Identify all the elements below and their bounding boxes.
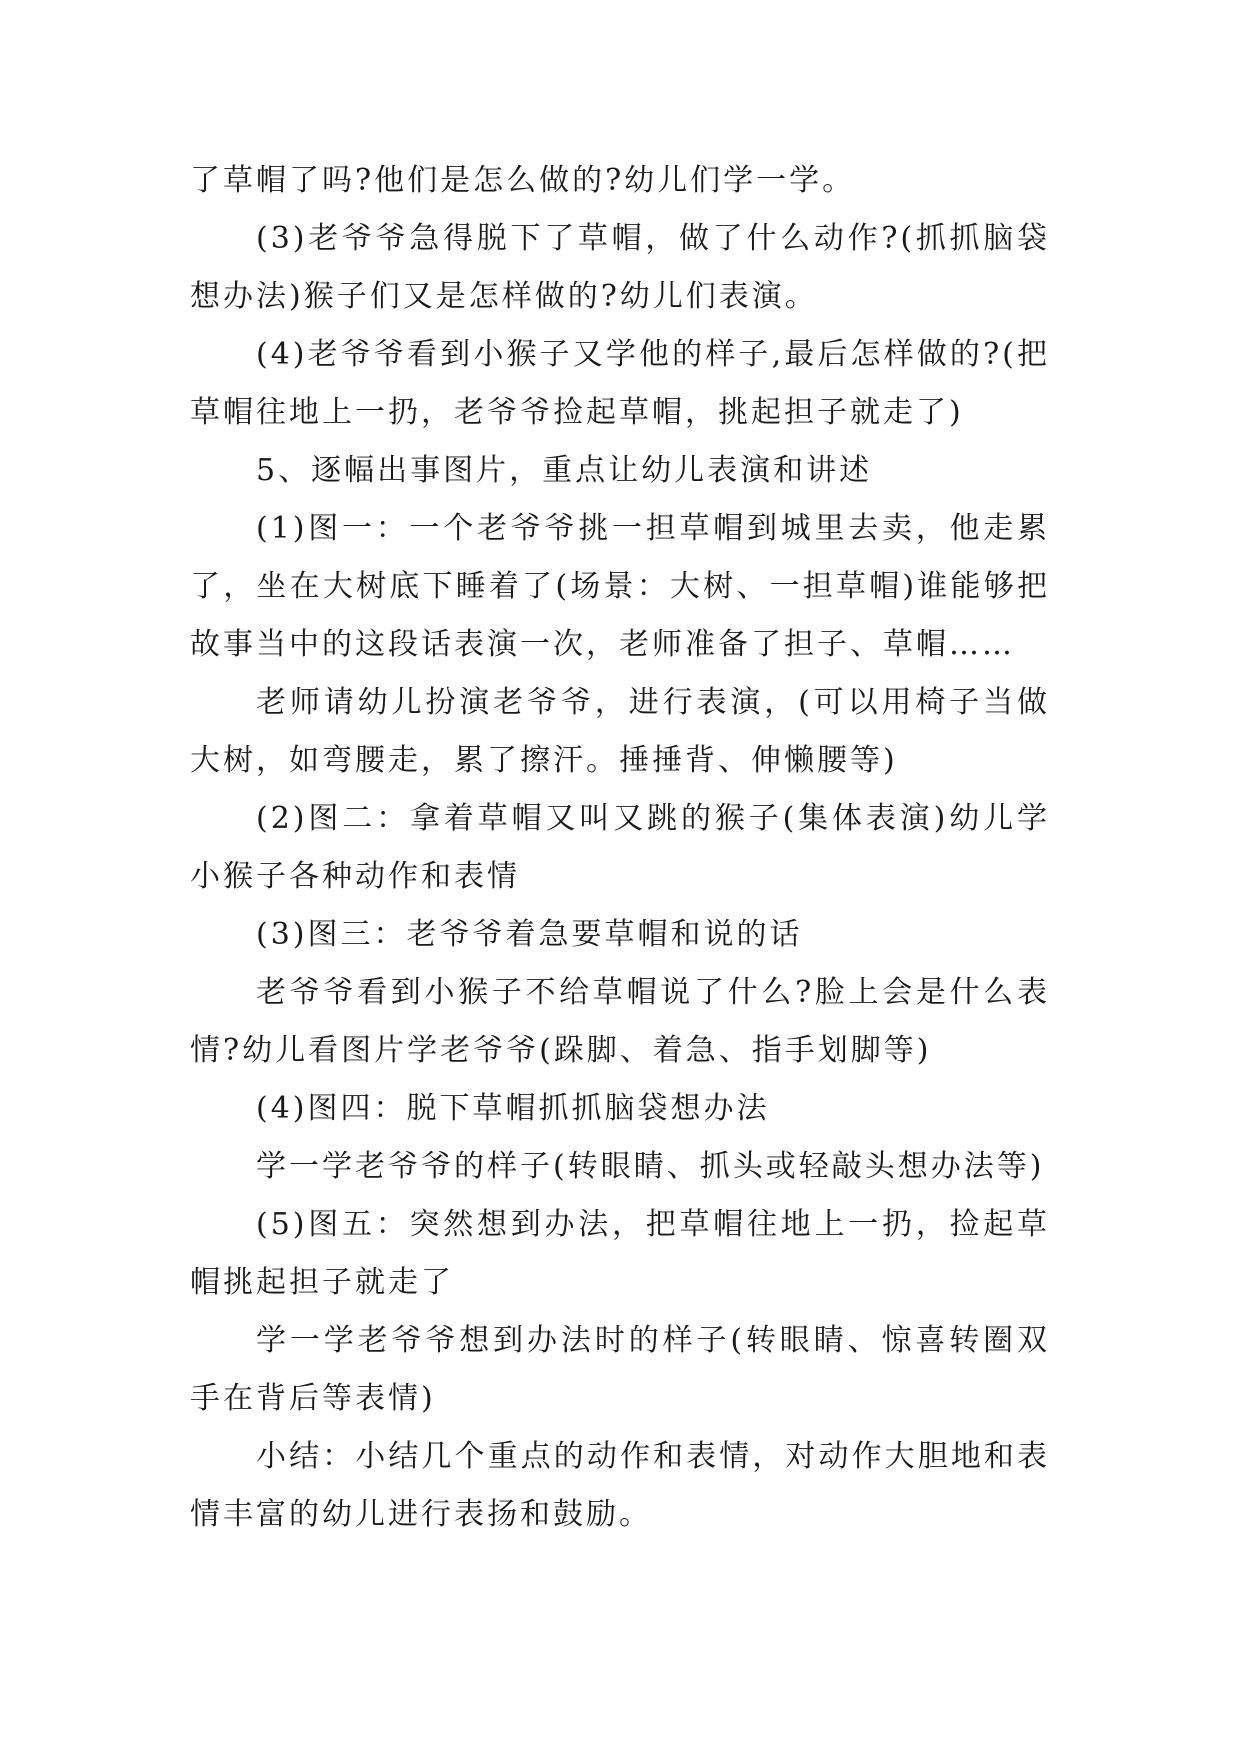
paragraph-picture-1: (1)图一：一个老爷爷挑一担草帽到城里去卖，他走累了，坐在大树底下睡着了(场景：大树、一担草帽)谁能够把故事当中的这段话表演一次，老师准备了担子、草帽…… bbox=[190, 511, 1050, 662]
paragraph-summary: 小结：小结几个重点的动作和表情，对动作大胆地和表情丰富的幼儿进行表扬和鼓励。 bbox=[190, 1439, 1050, 1532]
paragraph-section-5-heading: 5、逐幅出事图片，重点让幼儿表演和讲述 bbox=[256, 453, 873, 488]
paragraph-picture-5-detail: 学一学老爷爷想到办法时的样子(转眼睛、惊喜转圈双手在背后等表情) bbox=[190, 1323, 1050, 1416]
paragraph-picture-4: (4)图四：脱下草帽抓抓脑袋想办法 bbox=[256, 1091, 770, 1126]
paragraph-picture-3: (3)图三：老爷爷着急要草帽和说的话 bbox=[256, 917, 803, 952]
paragraph-step-4-throw-hat: (4)老爷爷看到小猴子又学他的样子,最后怎样做的?(把草帽往地上一扔，老爷爷捡起草帽，挑起担子就走了) bbox=[190, 337, 1050, 430]
paragraph-continuation: 了草帽了吗?他们是怎么做的?幼儿们学一学。 bbox=[190, 163, 856, 198]
paragraph-picture-4-detail: 学一学老爷爷的样子(转眼睛、抓头或轻敲头想办法等) bbox=[256, 1149, 1045, 1184]
paragraph-step-3-hat-off: (3)老爷爷急得脱下了草帽，做了什么动作?(抓抓脑袋想办法)猴子们又是怎样做的?幼儿们表演。 bbox=[190, 221, 1050, 314]
paragraph-picture-5: (5)图五：突然想到办法，把草帽往地上一扔，捡起草帽挑起担子就走了 bbox=[190, 1207, 1050, 1300]
paragraph-picture-2: (2)图二：拿着草帽又叫又跳的猴子(集体表演)幼儿学小猴子各种动作和表情 bbox=[190, 801, 1050, 894]
document-body bbox=[190, 152, 1050, 1544]
paragraph-picture-3-detail: 老爷爷看到小猴子不给草帽说了什么?脸上会是什么表情?幼儿看图片学老爷爷(跺脚、着急、指手划脚等) bbox=[190, 975, 1050, 1068]
paragraph-teacher-roleplay: 老师请幼儿扮演老爷爷，进行表演，(可以用椅子当做大树，如弯腰走，累了擦汗。捶捶背、伸懒腰等) bbox=[190, 685, 1050, 778]
